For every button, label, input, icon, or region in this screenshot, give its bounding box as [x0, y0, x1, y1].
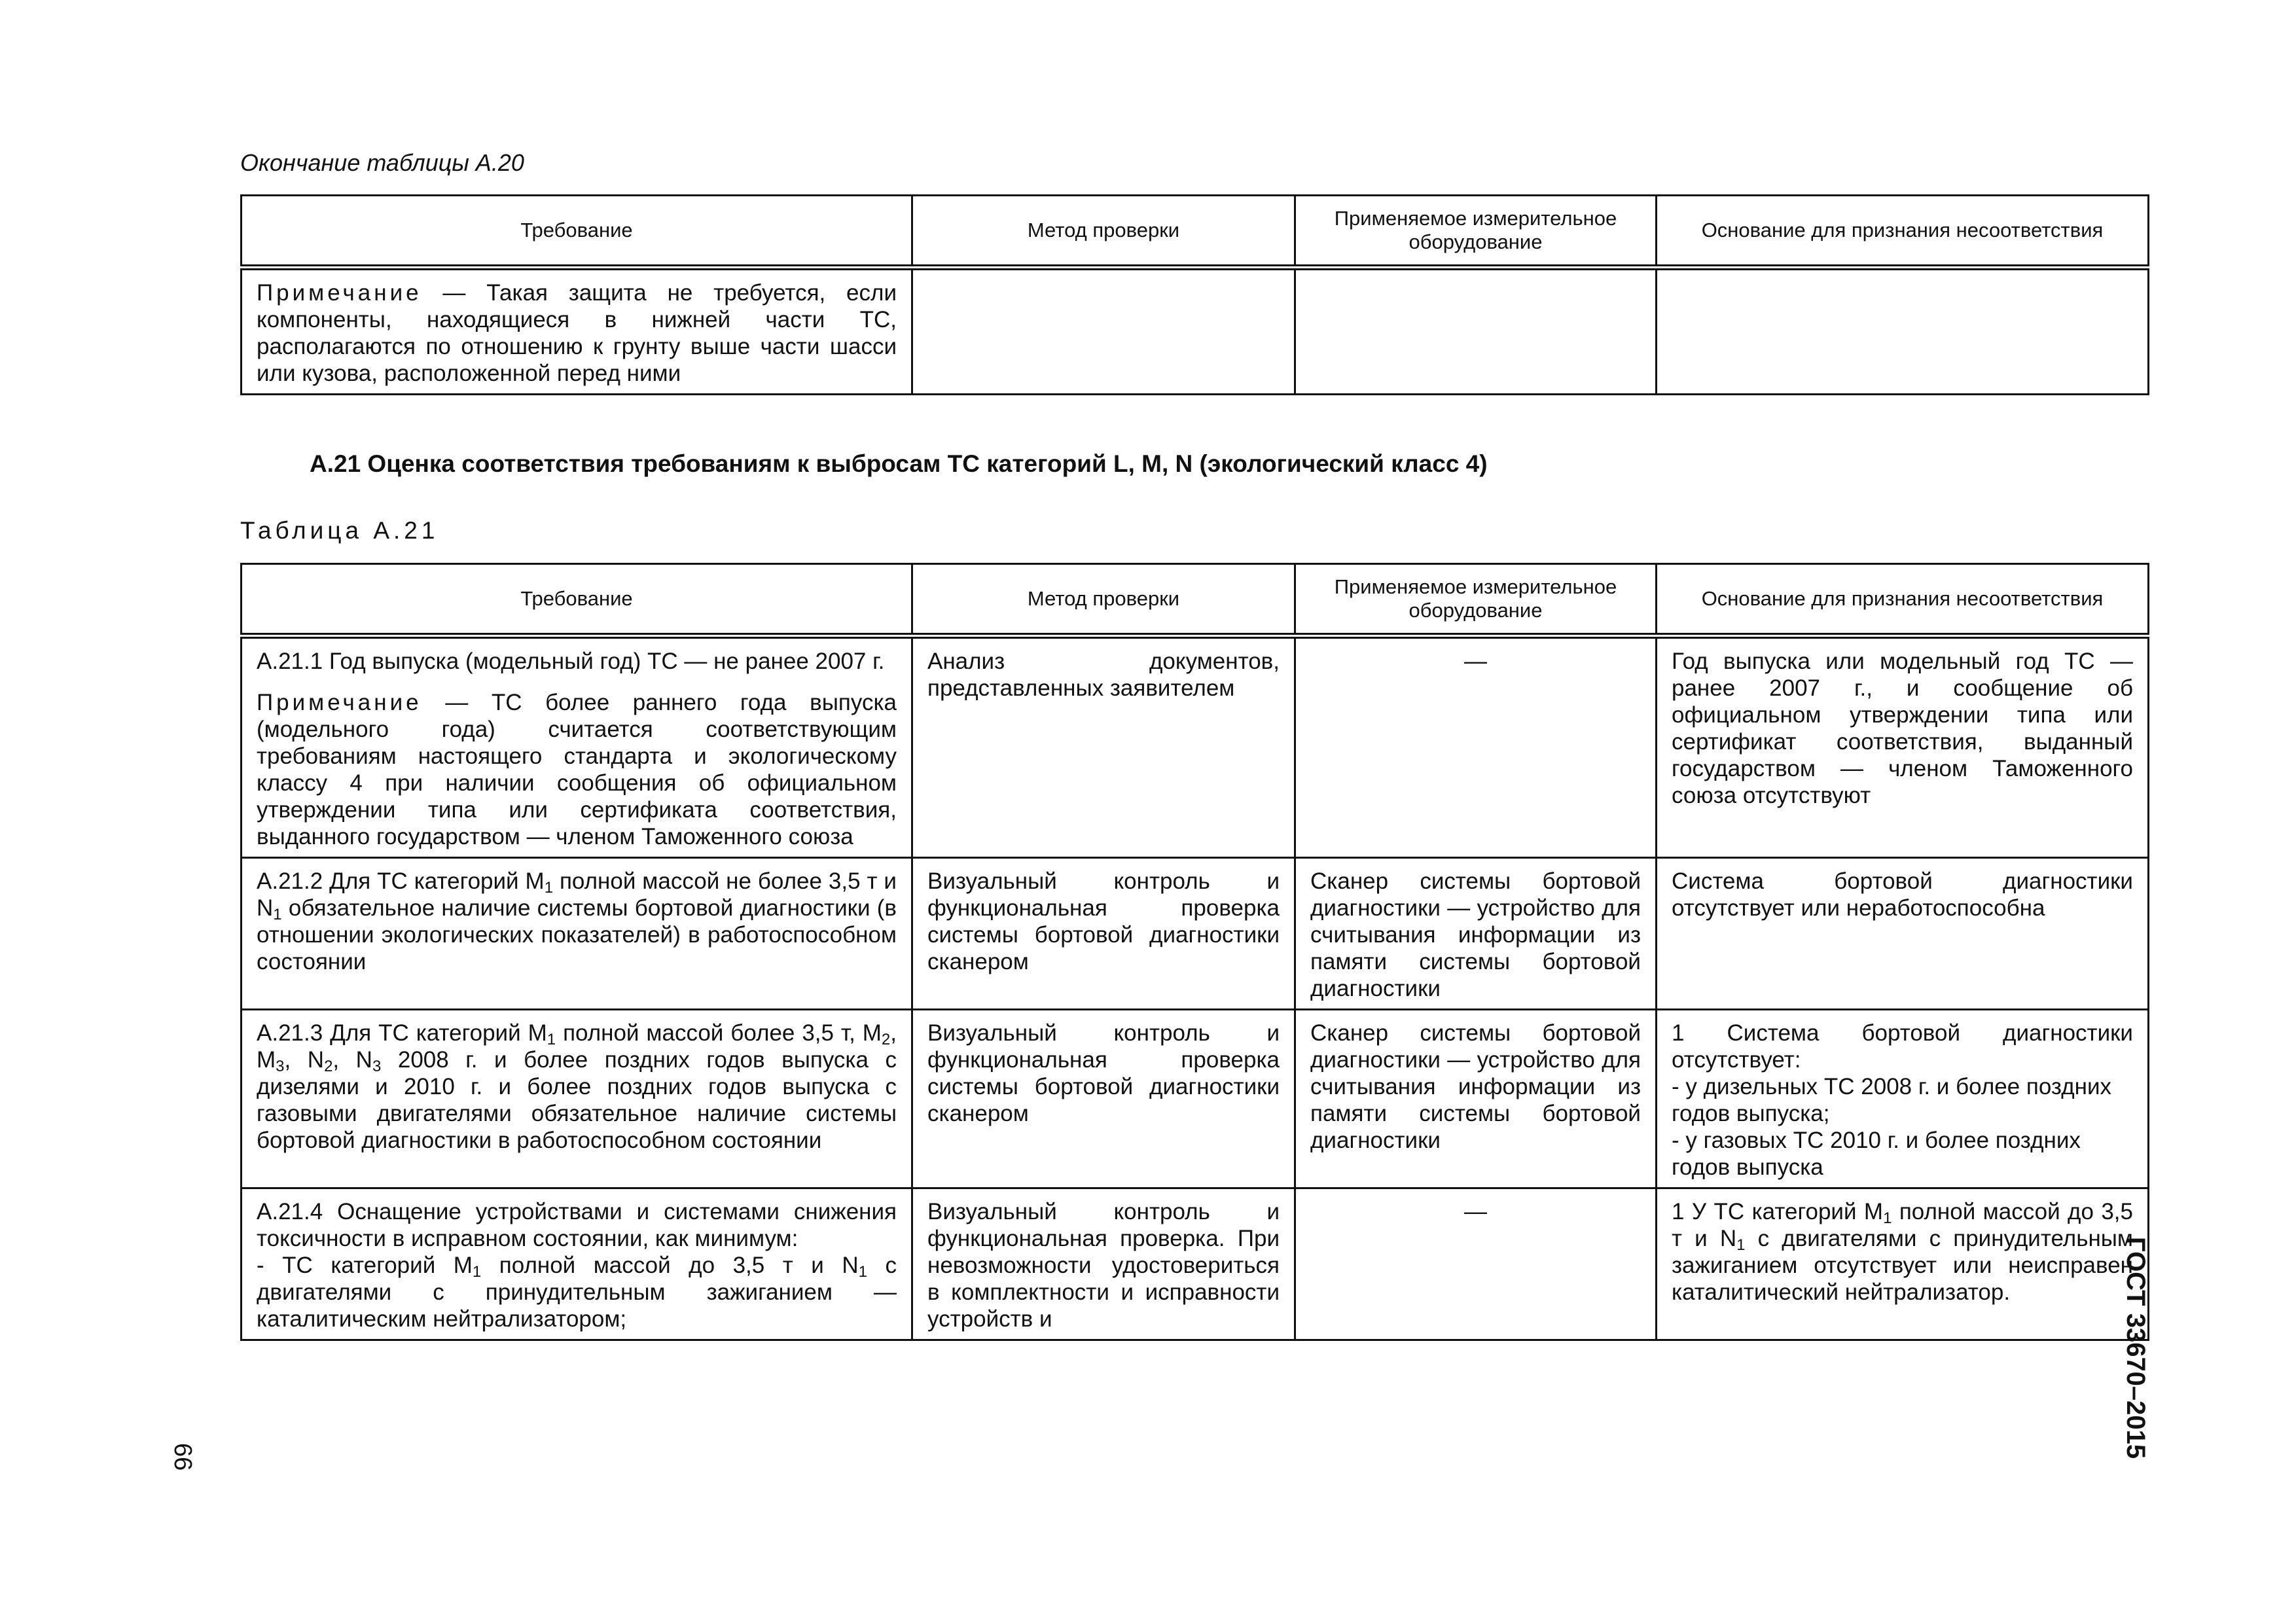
header-equipment: Применяемое измерительное оборудование [1295, 564, 1657, 636]
table-row [242, 1188, 2149, 1340]
subscript: 2 [324, 1058, 333, 1075]
basis-line: - у газовых ТС 2010 г. и более поздних годов выпуска [1672, 1128, 2081, 1180]
requirement-text: полной массой до 3,5 т и N [481, 1253, 859, 1278]
note-cell [242, 268, 912, 395]
table-row [242, 1010, 2149, 1188]
subscript: 1 [547, 1031, 556, 1048]
basis-cell [1657, 1010, 2149, 1188]
subscript: 3 [372, 1058, 382, 1075]
basis-text: с двигателями с принудительным зажиганием отсутствует или неисправен каталитический нейтрализатор. [1672, 1226, 2133, 1305]
table-row [242, 636, 2149, 858]
method-cell: Визуальный контроль и функциональная проверка системы бортовой диагностики сканером [912, 1010, 1295, 1188]
requirement-text: , N [332, 1047, 372, 1073]
header-equipment: Применяемое измерительное оборудование [1295, 196, 1657, 268]
page-number: 66 [169, 1443, 196, 1471]
basis-cell [1657, 1188, 2149, 1340]
requirement-text: 2008 г. и более поздних годов выпуска с дизелями и 2010 г. и более поздних годов выпуска с газовыми двигателями обязательное наличие системы бортовой диагностики в работоспособном состоянии [257, 1047, 897, 1153]
subscript: 1 [1736, 1236, 1746, 1254]
equipment-cell: — [1295, 1188, 1657, 1340]
basis-cell: Система бортовой диагностики отсутствует или неработоспособна [1657, 858, 2149, 1010]
header-basis: Основание для признания несоответствия [1657, 196, 2149, 268]
subscript: 1 [544, 879, 554, 897]
table-a21 [240, 563, 2149, 1341]
basis-line: 1 Система бортовой диагностики отсутствует: [1672, 1020, 2133, 1073]
table-a20-end-caption: Окончание таблицы А.20 [240, 149, 524, 176]
requirement-text: полной массой не более 3,5 т и N [257, 868, 897, 921]
header-method: Метод проверки [912, 564, 1295, 636]
equipment-cell: — [1295, 636, 1657, 858]
subscript: 1 [858, 1263, 867, 1281]
header-method: Метод проверки [912, 196, 1295, 268]
method-cell: Визуальный контроль и функциональная проверка. При невозможности удостовериться в комплектности и исправности устройств и [912, 1188, 1295, 1340]
equipment-cell: Сканер системы бортовой диагностики — устройство для считывания информации из памяти системы бортовой диагностики [1295, 858, 1657, 1010]
basis-cell: Год выпуска или модельный год ТС — ранее 2007 г., и сообщение об официальном утверждении типа или сертификат соответствия, выданный государством — членом Таможенного союза отсутствуют [1657, 636, 2149, 858]
requirement-note [257, 689, 897, 850]
table-a21-caption: Таблица А.21 [240, 517, 439, 544]
subscript: 1 [1883, 1209, 1892, 1227]
note-text: — ТС более раннего года выпуска (модельного года) считается соответствующим требованиям настоящего стандарта и экологическому классу 4 при наличии сообщения об официальном утверждении типа или сертификата соответствия, выданного государством — членом Таможенного союза [257, 690, 897, 849]
table-row [242, 858, 2149, 1010]
requirement-text: А.21.1 Год выпуска (модельный год) ТС — не ранее 2007 г. [257, 649, 885, 674]
requirement-text: - ТС категорий M [257, 1253, 473, 1278]
requirement-text: обязательное наличие системы бортовой диагностики (в отношении экологических показателей) в работоспособном состоянии [257, 895, 897, 974]
empty-cell [1295, 268, 1657, 395]
method-cell: Визуальный контроль и функциональная проверка системы бортовой диагностики сканером [912, 858, 1295, 1010]
requirement-text: А.21.2 Для ТС категорий M [257, 868, 545, 894]
subscript: 2 [881, 1031, 891, 1048]
requirement-cell [242, 1010, 912, 1188]
header-requirement: Требование [242, 196, 912, 268]
equipment-cell: Сканер системы бортовой диагностики — устройство для считывания информации из памяти системы бортовой диагностики [1295, 1010, 1657, 1188]
subscript: 1 [273, 906, 282, 923]
requirement-cell [242, 636, 912, 858]
requirement-text: А.21.4 Оснащение устройствами и системами снижения токсичности в исправном состоянии, как минимум: [257, 1199, 897, 1251]
requirement-text: А.21.3 Для ТС категорий M [257, 1020, 547, 1046]
note-text: — Такая защита не требуется, если компоненты, находящиеся в нижней части ТС, располагаются по отношению к грунту выше части шасси или кузова, расположенной перед ними [257, 280, 897, 386]
table-row [242, 268, 2149, 395]
empty-cell [1657, 268, 2149, 395]
requirement-cell [242, 858, 912, 1010]
basis-line: - у дизельных ТС 2008 г. и более поздних годов выпуска; [1672, 1074, 2112, 1126]
requirement-text: , N [284, 1047, 325, 1073]
header-requirement: Требование [242, 564, 912, 636]
note-label: Примечание [257, 690, 422, 715]
requirement-cell [242, 1188, 912, 1340]
subscript: 1 [472, 1263, 482, 1281]
table-a20-end [240, 194, 2149, 395]
requirement-text: , M [257, 1020, 897, 1073]
basis-text: полной массой до 3,5 т и N [1672, 1199, 2133, 1251]
section-title: А.21 Оценка соответствия требованиям к выбросам ТС категорий L, M, N (экологический класс 4) [310, 450, 1488, 477]
requirement-text: с двигателями с принудительным зажиганием — каталитическим нейтрализатором; [257, 1253, 897, 1332]
method-cell: Анализ документов, представленных заявителем [912, 636, 1295, 858]
subscript: 3 [276, 1058, 285, 1075]
header-basis: Основание для признания несоответствия [1657, 564, 2149, 636]
requirement-text: полной массой более 3,5 т, M [556, 1020, 882, 1046]
basis-text: 1 У ТС категорий M [1672, 1199, 1884, 1224]
standard-designation: ГОСТ 33670–2015 [2121, 1237, 2150, 1459]
empty-cell [912, 268, 1295, 395]
requirement-item [257, 1252, 897, 1332]
note-label: Примечание [257, 280, 422, 306]
